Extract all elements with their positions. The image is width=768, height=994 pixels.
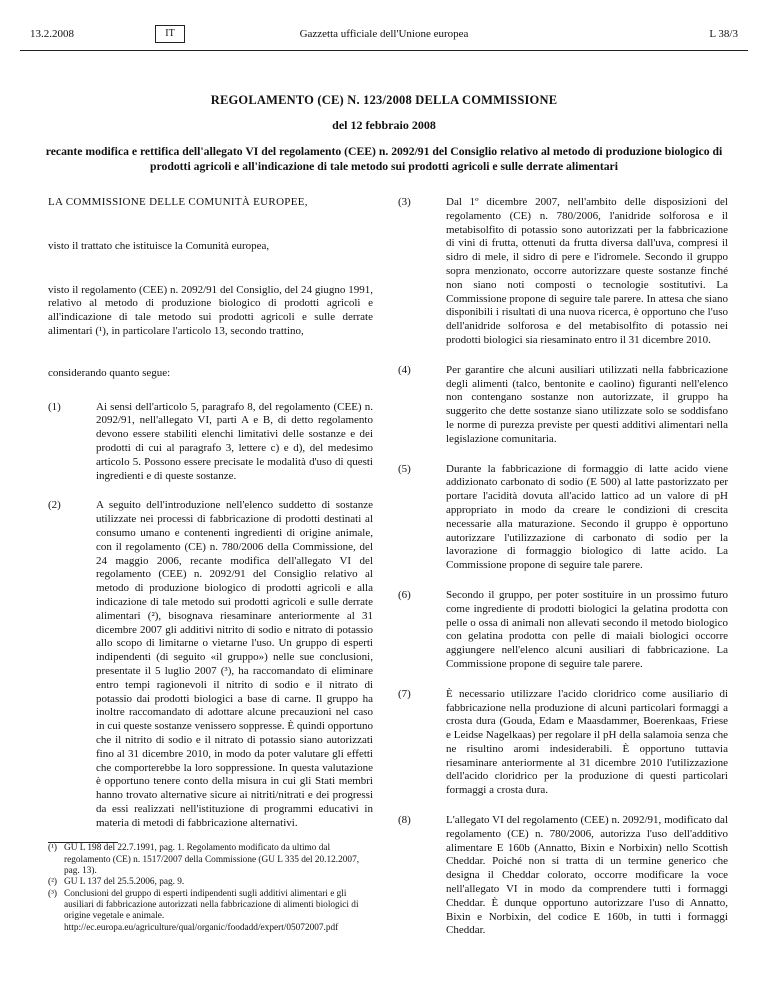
footnote-text: Conclusioni del gruppo di esperti indipendenti sugli additivi alimentari e gli ausiliari di fabbricazione autorizzati nella fabbricazione di alimenti biologici di origine vegetale e animale. http://ec.europa.eu/agriculture/qual/organic/foodadd/expert/05072007.pdf: [64, 888, 359, 933]
footnote-number: (¹): [48, 843, 57, 854]
recital-8: [398, 814, 728, 938]
recital-text: Secondo il gruppo, per poter sostituire in un prossimo futuro come ingrediente di prodotti biologici la gelatina prodotta con pelle o ossa di animali non allevati secondo il metodo biologico con gelatina prodotta con pelle di maiali biologici occorre aggiungere nell'elenco alcuni ausiliari di fabbricazione. La Commissione propone di seguire tale parere.: [446, 588, 728, 670]
preamble-regulation: visto il regolamento (CEE) n. 2092/91 del Consiglio, del 24 giugno 1991, relativo al metodo di produzione biologico di prodotti agricoli e all'indicazione di tale metodo sui prodotti agricoli e sulle derrate alimentari (¹), in particolare l'articolo 13, secondo trattino,: [48, 283, 373, 337]
regulation-title: REGOLAMENTO (CE) N. 123/2008 DELLA COMMISSIONE: [210, 93, 558, 107]
preamble-commission: LA COMMISSIONE DELLE COMUNITÀ EUROPEE,: [48, 196, 308, 208]
left-column: [48, 196, 373, 934]
journal-title: Gazzetta ufficiale dell'Unione europea: [299, 28, 469, 40]
recital-number: (8): [398, 814, 411, 827]
footnote-text: GU L 198 del 22.7.1991, pag. 1. Regolamento modificato da ultimo dal regolamento (CE) n. 1517/2007 della Commissione (GU L 335 del 20.12.2007, pag. 13).: [64, 843, 360, 877]
header-date: 13.2.2008: [30, 28, 74, 40]
recital-number: (7): [398, 687, 411, 700]
preamble-considering: considerando quanto segue:: [48, 366, 171, 379]
recital-4: [398, 364, 728, 447]
recital-number: (3): [398, 196, 411, 208]
recital-number: (4): [398, 363, 411, 376]
footnote-text: GU L 137 del 25.5.2006, pag. 9.: [64, 877, 185, 888]
regulation-subject: recante modifica e rettifica dell'allegato VI del regolamento (CEE) n. 2092/91 del Consiglio relativo al metodo di produzione biologico di prodotti agricoli e all'indicazione di tale metodo sui prodotti agricoli e sulle derrate alimentari: [45, 145, 723, 173]
recital-number: (5): [398, 462, 411, 475]
recital-text: A seguito dell'introduzione nell'elenco suddetto di sostanze utilizzate nei processi di fabbricazione di prodotti destinati al consumo umano e contenenti ingredienti di origine animale, con il regolamento (CE) n. 780/2006 della Commissione, del 24 maggio 2006, recante modifica dell'allegato VI del regolamento (CEE) n. 2092/91 del Consiglio relativo al metodo di produzione biologico di prodotti agricoli e alla indicazione di tale metodo sui prodotti agricoli e sulle derrate alimentari (²), bisognava riesaminare anteriormente al 31 dicembre 2007 gli additivi nitrito di sodio e nitrato di potassio allo scopo di limitarne o vietarne l'uso. Un gruppo di esperti indipendenti (di seguito «il gruppo») nelle sue conclusioni, presentate il 5 luglio 2007 (³), ha raccomandato di eliminare entro tempi ragionevoli il nitrito di sodio e il nitrato di potassio dai prodotti biologici a base di carne. Il gruppo ha inoltre raccomandato di adottare alcune precauzioni nel caso in cui queste sostanze venissero soppresse. È quindi opportuno che il nitrito di sodio e il nitrato di potassio siano autorizzati fino al 31 dicembre 2010, in modo da poter valutare gli effetti che comporterebbe la loro soppressione. In questa valutazione è opportuno tenere conto della misura in cui gli Stati membri hanno trovato alternative sicure ai nitriti/nitrati e dei progressi da essi realizzati nell'istituzione di programmi educativi in materia di metodi di fabbricazione alternativi.: [96, 499, 373, 829]
recital-text: Dal 1º dicembre 2007, nell'ambito delle disposizioni del regolamento (CE) n. 780/2006, l'anidride solforosa e il metabisolfito di potassio sono autorizzati per la fabbricazione di vini di frutta, ottenuti da frutta diversa dall'uva, compresi il sidro di mele, il sidro di pere e l'idromele. Secondo il gruppo sopra menzionato, occorre autorizzare queste sostanze finché non siano noti composti o tecnologie sostitutivi. La Commissione propone di seguire tale parere. In attesa che siano disponibili i risultati di una nuova ricerca, è opportuno che l'uso dell'anidride solforosa e del metabisolfito di potassio nei prodotti biologici sia riesaminato entro il 31 dicembre 2010.: [446, 196, 728, 346]
recital-1: [48, 401, 373, 484]
recital-text: Durante la fabbricazione di formaggio di latte acido viene addizionato carbonato di sodio (E 500) al latte pastorizzato per portare l'acidità dovuta all'acido lattico ad un valore di pH appropriato in modo da creare le condizioni di crescita necessarie alla maturazione. Secondo il gruppo è opportuno autorizzare l'utilizzazione di carbonato di sodio per la lavorazione di formaggio biologico di latte acido. La Commissione propone di seguire tale parere.: [446, 462, 728, 572]
recital-5: [398, 463, 728, 573]
right-column: [398, 196, 728, 938]
recital-text: Per garantire che alcuni ausiliari utilizzati nella fabbricazione degli alimenti (talco, bentonite e caolino) figuranti nell'elenco non contengano sostanze non autorizzate, il gruppo ha suggerito che dette sostanze siano utilizzate solo se soddisfano le norme di purezza previste per questi additivi alimentari nella legislazione comunitaria.: [446, 363, 728, 445]
header-rule: [20, 50, 748, 51]
recital-text: È necessario utilizzare l'acido cloridrico come ausiliario di fabbricazione nella produzione di alcuni particolari formaggi a crosta dura (Gouda, Edam e Maasdammer, Boerenkaas, Friese e Leidse Nagelkaas) per regolare il pH della salamoia senza che ne risultino aromi indesiderabili. È opportuno tuttavia riesaminare anteriormente al 31 dicembre 2010 l'utilizzazione dell'acido cloridrico per la produzione di questi particolari formaggi a crosta dura.: [446, 687, 728, 797]
page-reference: L 38/3: [709, 28, 738, 40]
footnote-2: [48, 877, 373, 888]
language-badge: IT: [155, 25, 185, 43]
regulation-date: del 12 febbraio 2008: [332, 118, 436, 132]
recital-text: Ai sensi dell'articolo 5, paragrafo 8, del regolamento (CEE) n. 2092/91, nell'allegato VI, parti A e B, di detto regolamento devono essere stabiliti elenchi limitativi delle sostanze e dei prodotti di cui al paragrafo 3, lettere c) e d), del medesimo articolo 5. Possono essere precisate le modalità d'uso di questi ingredienti e di queste sostanze.: [96, 400, 373, 482]
recital-number: (2): [48, 499, 61, 512]
recital-number: (1): [48, 400, 61, 413]
preamble-treaty: visto il trattato che istituisce la Comunità europea,: [48, 239, 270, 252]
recital-number: (6): [398, 588, 411, 601]
recital-text: L'allegato VI del regolamento (CEE) n. 2092/91, modificato dal regolamento (CE) n. 780/2006, autorizza l'uso dell'additivo alimentare E 160b (Annatto, Bixin e Norbixin) nello Scottish Cheddar. Poiché non si tratta di un termine generico che designa il Cheddar colorato, occorre modificare la voce nell'allegato VI in modo da comprendere tutti i formaggi Cheddar. È dunque opportuno autorizzare l'uso di Annatto, Bixin e Norbixin, del codice E 160b, in tutti i formaggi Cheddar.: [446, 814, 728, 937]
page-header: [20, 28, 748, 48]
footnote-number: (³): [48, 888, 57, 899]
title-block: [40, 93, 728, 174]
footnote-3: [48, 889, 373, 934]
footnotes: [48, 843, 373, 933]
footnote-number: (²): [48, 877, 57, 888]
recital-2: [48, 499, 373, 830]
footnote-1: [48, 843, 373, 877]
recital-3: [398, 196, 728, 348]
recital-6: [398, 589, 728, 672]
recital-7: [398, 688, 728, 798]
